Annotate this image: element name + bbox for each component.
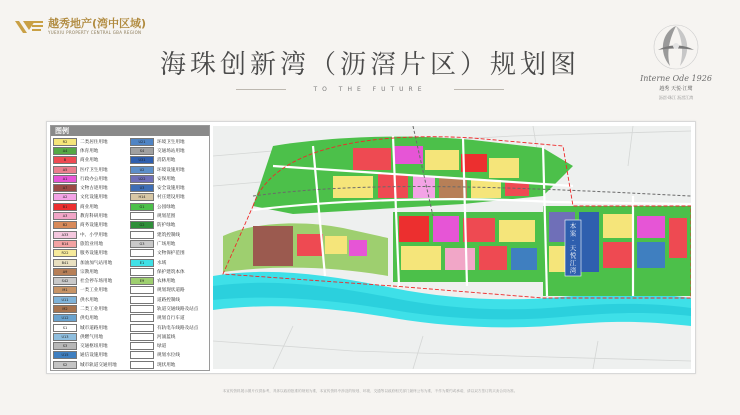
legend-label: 防护绿地 — [157, 223, 176, 229]
legend-label: 供燃气用地 — [80, 334, 103, 340]
legend-swatch: B2 — [53, 221, 77, 229]
legend-swatch: A9 — [53, 268, 77, 276]
legend-swatch: A3 — [53, 212, 77, 220]
north-residential-4 — [471, 180, 501, 198]
plan-panel — [46, 121, 696, 374]
yuexiu-logo-icon — [14, 19, 44, 35]
legend-swatch — [130, 361, 154, 369]
east-residential-1 — [603, 214, 633, 238]
legend-label: 环境卫生用地 — [157, 139, 185, 145]
project-emblem-icon — [648, 22, 704, 72]
legend-item — [130, 165, 207, 174]
east-commercial-1 — [669, 218, 687, 258]
legend-swatch: A4 — [53, 147, 77, 155]
legend-item — [53, 221, 130, 230]
legend-label: 教育科研用地 — [80, 214, 108, 220]
north-commercial-1 — [353, 148, 391, 170]
legend-item — [53, 332, 130, 341]
legend-swatch: U12 — [53, 314, 77, 322]
north-commercial-3 — [378, 174, 408, 198]
legend-label: 规划自行车道 — [157, 316, 185, 322]
legend-swatch — [130, 305, 154, 313]
east-utility-1 — [637, 242, 665, 268]
legend-swatch: U15 — [53, 351, 77, 359]
legend-label: 水域 — [157, 260, 167, 266]
project-brand — [626, 22, 726, 101]
west-heritage-block — [253, 226, 293, 266]
legend-item — [130, 258, 207, 267]
legend-item — [53, 295, 130, 304]
legend-swatch: S4 — [130, 147, 154, 155]
legend-label: 道路控制线 — [157, 297, 180, 303]
page-subtitle: TO THE FUTURE — [313, 86, 427, 93]
legend-item — [130, 360, 207, 369]
legend-label: 通信设施用地 — [80, 353, 108, 359]
legend-label: 供水用地 — [80, 297, 99, 303]
legend-item — [130, 332, 207, 341]
central-commercial-2 — [463, 218, 495, 242]
legend-item — [130, 342, 207, 351]
legend-item — [130, 351, 207, 360]
legend-item — [53, 156, 130, 165]
developer-name: 越秀地产(湾中区域) — [48, 17, 147, 30]
legend-label: 河涌蓝线 — [157, 334, 176, 340]
legend-item — [53, 165, 130, 174]
legend-item — [53, 202, 130, 211]
legend-item — [53, 183, 130, 192]
legend-swatch: B41 — [53, 259, 77, 267]
legend-swatch: E1 — [130, 259, 154, 267]
legend-swatch — [130, 351, 154, 359]
legend-item — [130, 221, 207, 230]
legend-item — [130, 156, 207, 165]
project-script-name: Interne Ode 1926 — [640, 74, 712, 83]
legend-title: 图例 — [51, 126, 209, 136]
west-admin-block — [349, 240, 367, 256]
legend-label: 有轨电车线路及站点 — [157, 325, 199, 331]
legend-label: 二类居住用地 — [80, 139, 108, 145]
legend-label: 安全设施用地 — [157, 186, 185, 192]
central-residential-1 — [499, 220, 535, 242]
legend-swatch — [130, 231, 154, 239]
legend-label: 城市轨道交通用地 — [80, 362, 117, 368]
legend-swatch: R22 — [53, 249, 77, 257]
legend-item — [53, 314, 130, 323]
legend-swatch — [130, 268, 154, 276]
legend-swatch: U22 — [130, 175, 154, 183]
legend-label: 供电用地 — [80, 316, 99, 322]
legend-label: 服务设施用地 — [80, 251, 108, 257]
legend-item — [130, 137, 207, 146]
central-utility-1 — [511, 248, 537, 270]
legend-grid — [51, 136, 209, 370]
legend-swatch: M1 — [53, 286, 77, 294]
legend-label: 村庄建设用地 — [157, 195, 185, 201]
legend-swatch: S42 — [53, 277, 77, 285]
legend-swatch: H14 — [130, 193, 154, 201]
legend-label: 交通场站用地 — [157, 148, 185, 154]
legend-item — [130, 146, 207, 155]
legend-swatch: A1 — [53, 175, 77, 183]
project-cn-name: 越秀 天悦·江鹭 — [659, 86, 693, 92]
central-residential-2 — [401, 246, 441, 270]
legend-item — [53, 193, 130, 202]
north-residential-1 — [425, 150, 459, 170]
east-commercial-2 — [603, 242, 633, 268]
legend-label: 绿道 — [157, 344, 167, 350]
legend-label: 商业用地 — [80, 204, 99, 210]
legend-label: 体育用地 — [80, 148, 99, 154]
legend-label: 现状用地 — [157, 362, 176, 368]
central-commercial-3 — [479, 246, 507, 270]
legend-swatch: S3 — [53, 342, 77, 350]
north-religious-1 — [439, 178, 467, 198]
legend-swatch: G3 — [130, 240, 154, 248]
legend-item — [53, 342, 130, 351]
legend-swatch: E9 — [130, 277, 154, 285]
legend-label: 消防用地 — [157, 158, 176, 164]
legend-swatch — [130, 249, 154, 257]
legend-label: 加油加气站用地 — [80, 260, 113, 266]
legend-label: 中、小学用地 — [80, 232, 108, 238]
legend-item — [53, 230, 130, 239]
page-title: 海珠创新湾（沥滘片区）规划图 — [159, 50, 580, 80]
legend-label: 宗教用地 — [80, 269, 99, 275]
legend-swatch — [130, 324, 154, 332]
legend-swatch: A2 — [53, 193, 77, 201]
project-site-block — [579, 212, 599, 272]
planning-map — [213, 126, 691, 369]
legend-label: 城市道路用地 — [80, 325, 108, 331]
legend-item — [53, 211, 130, 220]
legend-item — [53, 304, 130, 313]
legend-swatch: U21 — [130, 138, 154, 146]
legend-item — [53, 351, 130, 360]
legend-item — [130, 230, 207, 239]
legend-item — [53, 323, 130, 332]
legend-swatch: U11 — [53, 296, 77, 304]
legend-label: 交通枢纽用地 — [80, 344, 108, 350]
east-admin-1 — [637, 216, 665, 238]
legend-item — [53, 276, 130, 285]
legend-label: 二类工业用地 — [80, 306, 108, 312]
legend-item — [130, 295, 207, 304]
legend-item — [130, 202, 207, 211]
legend-item — [53, 249, 130, 258]
legend-label: 农林用地 — [157, 279, 176, 285]
legend-swatch: A5 — [53, 166, 77, 174]
disclaimer-footnote: 本宣传资料展示图片仅供参考，具体以政府批准的规划为准，本宣传资料中涉及的规划、环境、交通等以政府相关部门最终公布为准，不作为要约或承诺，请以双方签订的买卖合同为准。 — [222, 389, 518, 393]
legend-item — [53, 267, 130, 276]
west-residential-block — [325, 236, 347, 254]
legend-swatch: M2 — [53, 305, 77, 313]
legend-swatch: S1 — [53, 324, 77, 332]
legend-swatch: U31 — [130, 156, 154, 164]
legend-label: 医疗卫生用地 — [80, 167, 108, 173]
subtitle-divider-left — [236, 89, 286, 90]
subtitle-divider-right — [454, 89, 504, 90]
legend-swatch — [130, 342, 154, 350]
legend-swatch — [130, 212, 154, 220]
legend-swatch: B — [53, 156, 77, 164]
map-legend — [50, 125, 210, 371]
legend-label: 社会停车场用地 — [80, 279, 113, 285]
legend-label: 行政办公用地 — [80, 176, 108, 182]
north-residential-2 — [489, 158, 519, 178]
legend-item — [130, 183, 207, 192]
legend-label: 安保用地 — [157, 176, 176, 182]
legend-item — [53, 146, 130, 155]
legend-label: 广场用地 — [157, 241, 176, 247]
legend-swatch: B14 — [53, 240, 77, 248]
legend-item — [130, 304, 207, 313]
west-commercial-block — [297, 234, 323, 256]
legend-item — [130, 323, 207, 332]
legend-item — [130, 276, 207, 285]
developer-logo — [14, 18, 146, 35]
legend-item — [130, 249, 207, 258]
legend-label: 建筑控制线 — [157, 232, 180, 238]
legend-item — [53, 286, 130, 295]
legend-label: 规划范围 — [157, 214, 176, 220]
legend-label: 一类工业用地 — [80, 288, 108, 294]
legend-item — [53, 360, 130, 369]
legend-label: 文物保护范围 — [157, 251, 185, 257]
legend-item — [53, 174, 130, 183]
legend-label: 规划现状道路 — [157, 288, 185, 294]
legend-item — [130, 267, 207, 276]
legend-label: 文物古迹用地 — [80, 186, 108, 192]
legend-swatch: U13 — [53, 333, 77, 341]
legend-label: 规划水位线 — [157, 353, 180, 359]
legend-item — [53, 258, 130, 267]
central-admin-1 — [433, 216, 459, 242]
legend-item — [130, 193, 207, 202]
legend-swatch: A33 — [53, 231, 77, 239]
legend-swatch: G1 — [130, 203, 154, 211]
legend-swatch — [130, 286, 154, 294]
legend-label: 环境设施用地 — [157, 167, 185, 173]
legend-item — [130, 239, 207, 248]
legend-swatch: R2 — [53, 138, 77, 146]
north-residential-3 — [333, 176, 373, 198]
legend-item — [130, 211, 207, 220]
legend-item — [130, 174, 207, 183]
legend-label: 保护建筑本体 — [157, 269, 185, 275]
legend-swatch: U3 — [130, 184, 154, 192]
legend-swatch: S2 — [53, 361, 77, 369]
legend-label: 公园绿地 — [157, 204, 176, 210]
legend-swatch — [130, 314, 154, 322]
legend-swatch: U2 — [130, 166, 154, 174]
legend-item — [53, 137, 130, 146]
legend-item — [130, 286, 207, 295]
legend-item — [53, 239, 130, 248]
north-admin-1 — [393, 146, 423, 164]
project-small-text: 沥滘·珠江 沥滘江湾 — [658, 95, 694, 100]
central-commercial-1 — [399, 216, 429, 242]
project-callout-label: 本案·天悦江湾 — [569, 222, 577, 275]
central-education-1 — [445, 248, 475, 270]
legend-label: 商业用地 — [80, 158, 99, 164]
developer-name-en: YUEXIU PROPERTY CENTRAL GBA REGION — [48, 30, 142, 35]
legend-swatch — [130, 296, 154, 304]
legend-item — [130, 314, 207, 323]
legend-label: 商务设施用地 — [80, 223, 108, 229]
legend-label: 旅馆业用地 — [80, 241, 103, 247]
legend-label: 轨道交通线路及站点 — [157, 306, 199, 312]
legend-swatch: G2 — [130, 221, 154, 229]
legend-swatch: B1 — [53, 203, 77, 211]
legend-swatch — [130, 333, 154, 341]
legend-label: 文化设施用地 — [80, 195, 108, 201]
legend-swatch: A7 — [53, 184, 77, 192]
